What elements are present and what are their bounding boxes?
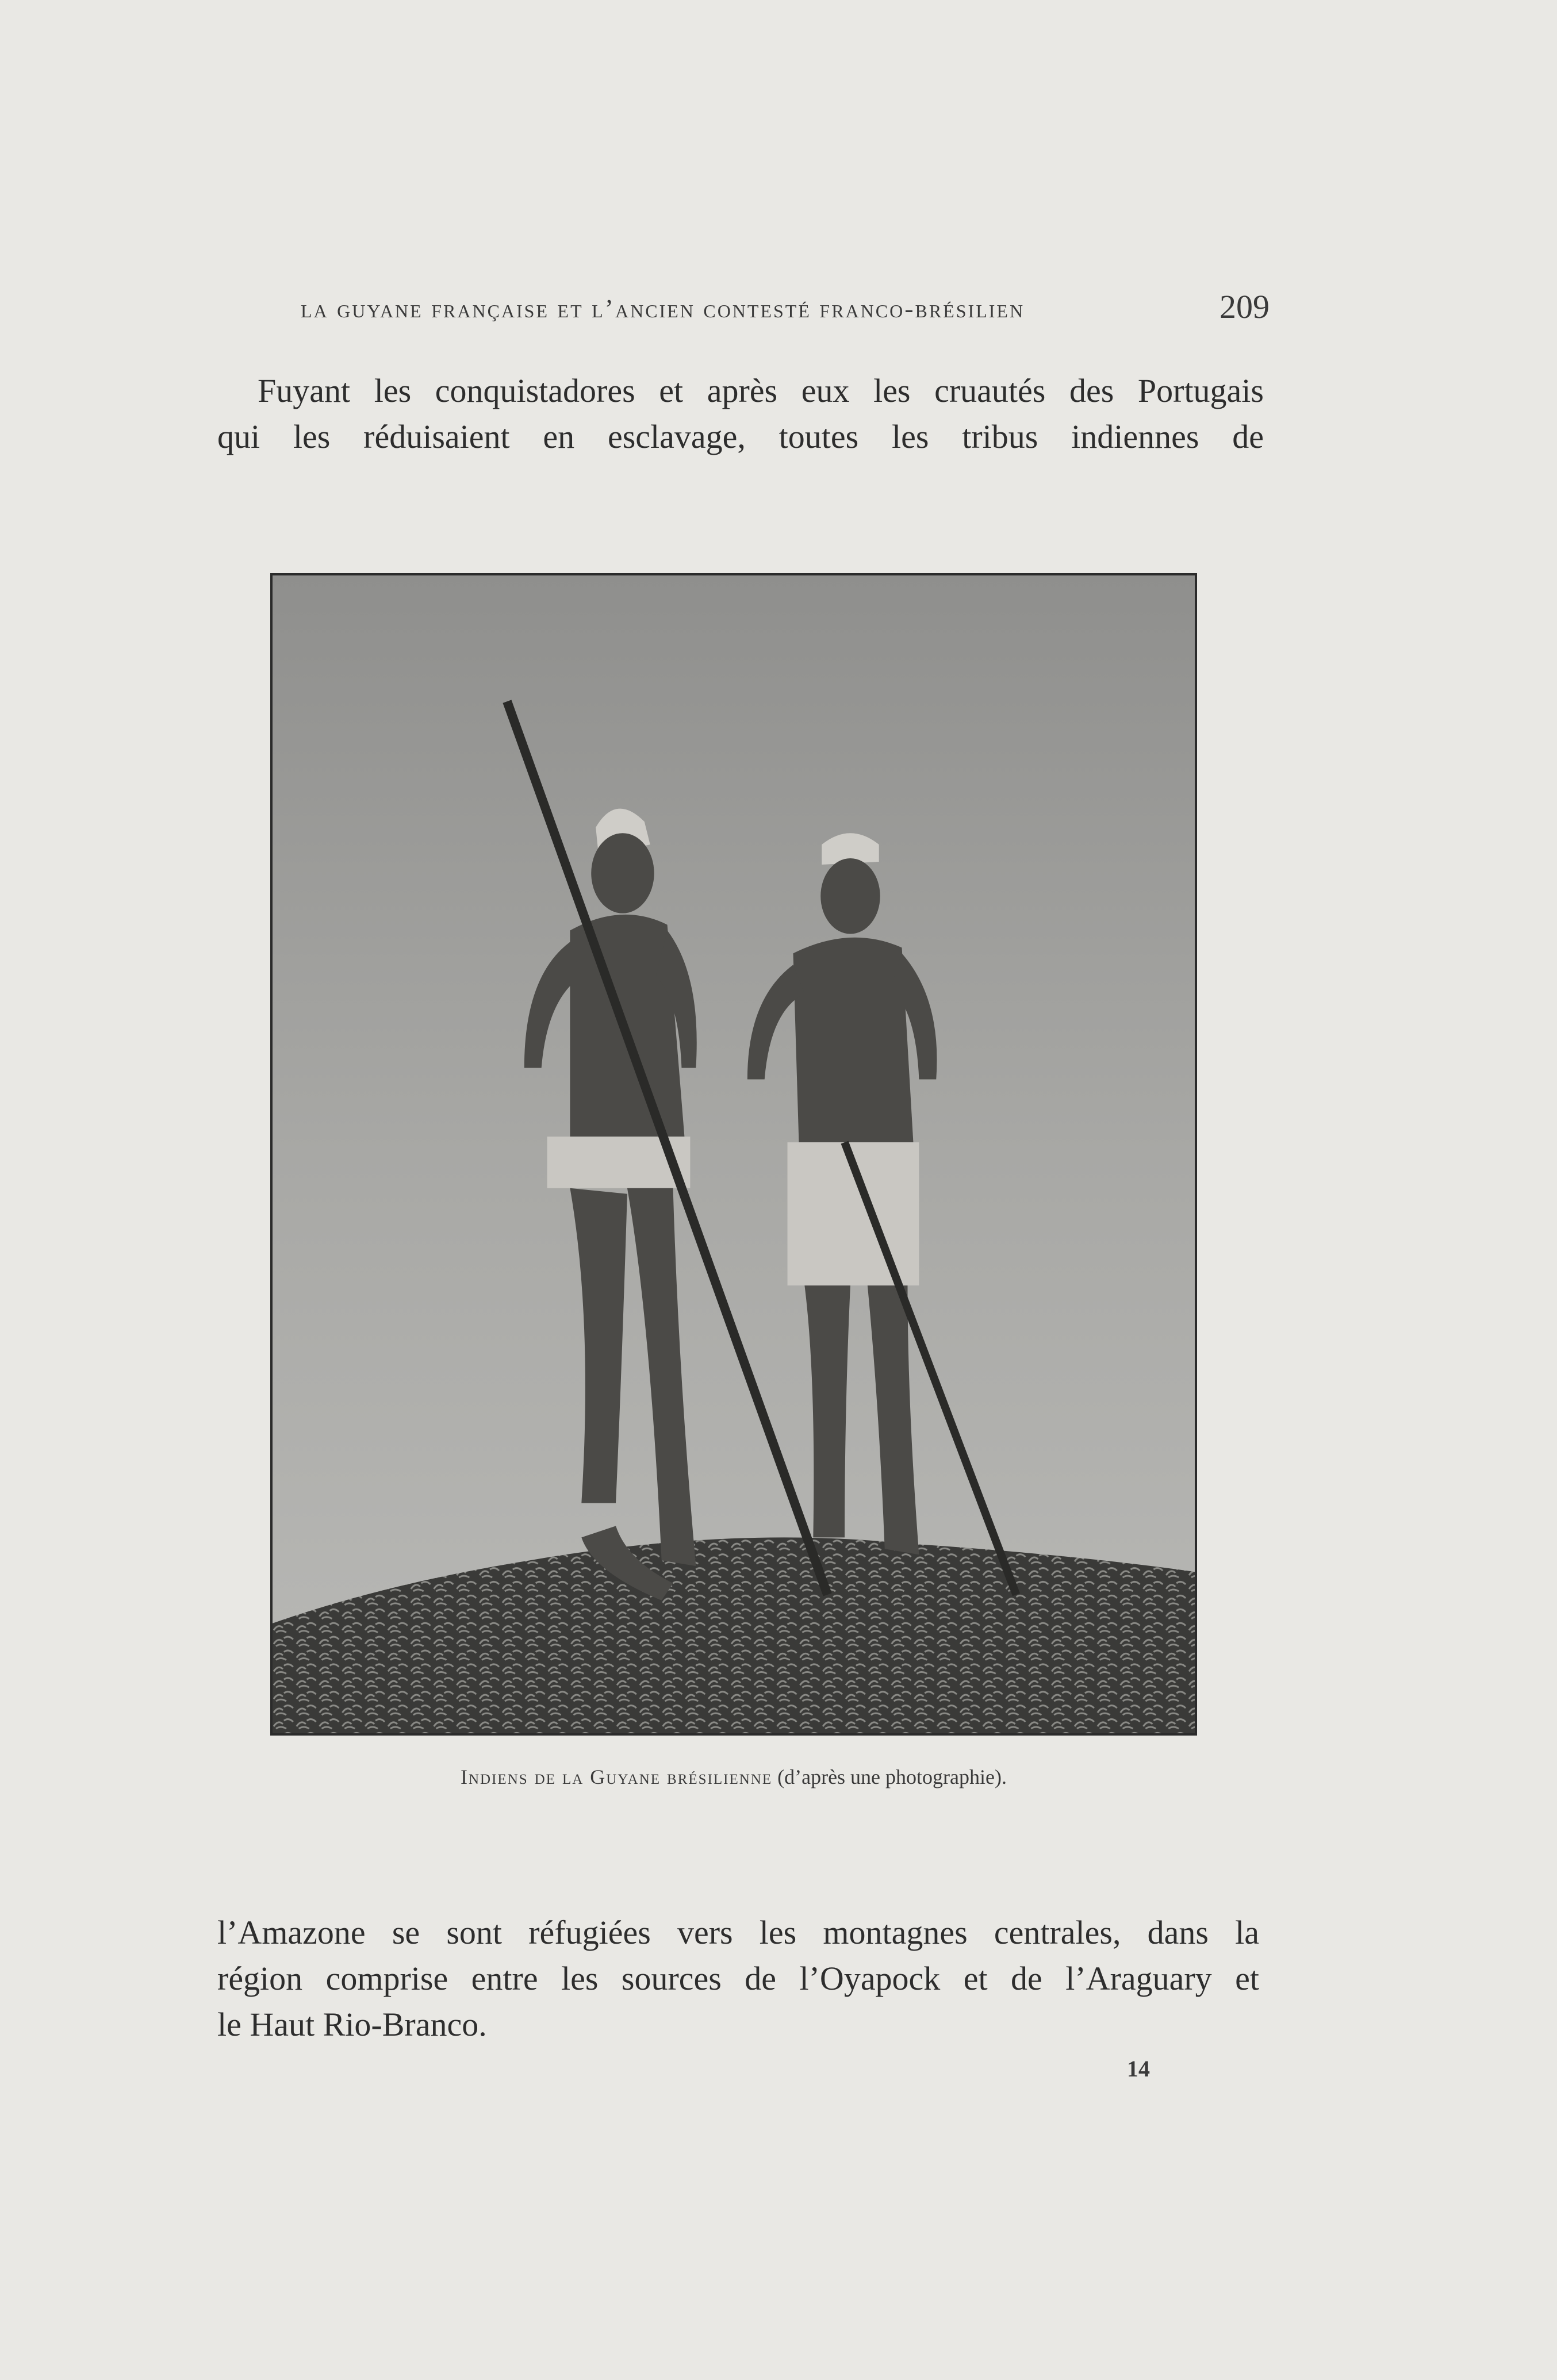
running-title: la guyane française et l’ancien contesté franco-brésilien [301, 294, 1025, 323]
photograph-two-indigenous-men [270, 573, 1197, 1736]
caption-source: (d’après une photographie). [772, 1765, 1007, 1788]
text-line: l’Amazone se sont réfugiées vers les montagnes centrales, dans la [217, 1914, 1259, 1951]
text-line: région comprise entre les sources de l’Oyapock et de l’Araguary et [217, 1960, 1259, 1997]
paragraph-bottom [217, 1910, 1259, 2048]
signature-mark: 14 [1127, 2056, 1150, 2082]
text-line: qui les réduisaient en esclavage, toutes les tribus indiennes de [217, 418, 1264, 455]
page-number: 209 [1219, 288, 1270, 325]
running-head [217, 287, 1270, 333]
caption-title: Indiens de la Guyane brésilienne [461, 1765, 773, 1788]
text-line: le Haut Rio-Branco. [217, 2006, 487, 2043]
text-line: Fuyant les conquistadores et après eux les cruautés des Portugais [258, 372, 1264, 409]
figure-caption [270, 1765, 1197, 1789]
paragraph-top [217, 368, 1264, 460]
